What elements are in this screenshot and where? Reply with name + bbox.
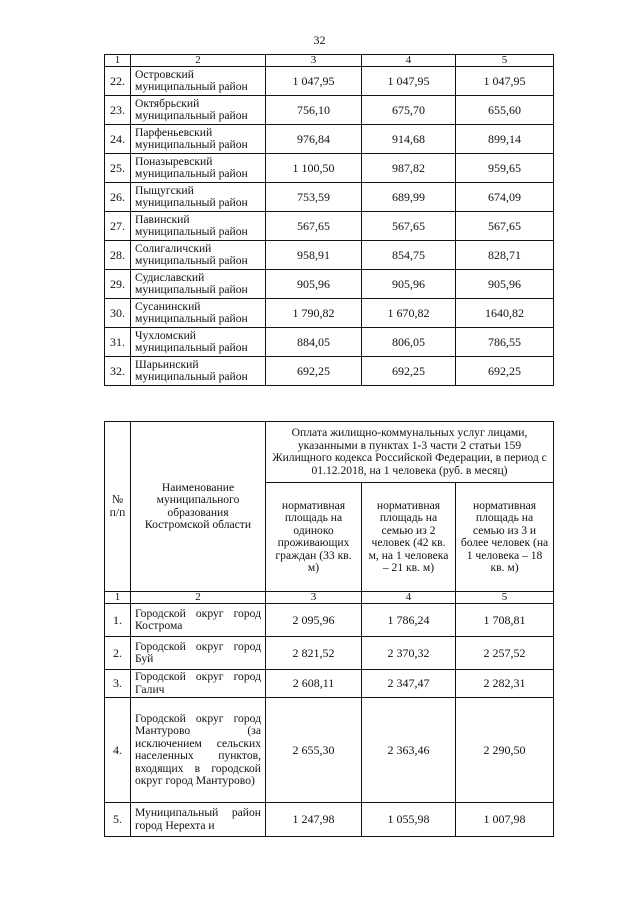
header-number: № п/п <box>105 422 131 592</box>
row-value-col5: 674,09 <box>456 183 554 212</box>
row-number: 3. <box>105 670 131 698</box>
row-name: Городской округ город Буй <box>131 637 266 670</box>
table-row <box>105 67 554 96</box>
row-value-col5: 692,25 <box>456 357 554 386</box>
row-value-col4: 675,70 <box>362 96 456 125</box>
row-value-col4: 1 047,95 <box>362 67 456 96</box>
column-number: 2 <box>131 55 266 67</box>
row-name: Поназыревский муниципальный район <box>131 154 266 183</box>
table-row <box>105 241 554 270</box>
row-value-col3: 1 100,50 <box>266 154 362 183</box>
row-value-col4: 692,25 <box>362 357 456 386</box>
row-value-col5: 959,65 <box>456 154 554 183</box>
table-row <box>105 96 554 125</box>
column-number: 3 <box>266 592 362 604</box>
table-row <box>105 212 554 241</box>
row-value-col4: 987,82 <box>362 154 456 183</box>
row-value-col5: 899,14 <box>456 125 554 154</box>
row-value-col4: 1 786,24 <box>362 604 456 637</box>
row-value-col4: 905,96 <box>362 270 456 299</box>
page-number: 32 <box>313 33 326 47</box>
row-value-col4: 854,75 <box>362 241 456 270</box>
table-row <box>105 183 554 212</box>
row-value-col5: 1 047,95 <box>456 67 554 96</box>
row-value-col4: 806,05 <box>362 328 456 357</box>
table-row <box>105 604 554 637</box>
table-row <box>105 357 554 386</box>
row-value-col4: 689,99 <box>362 183 456 212</box>
column-number: 1 <box>105 55 131 67</box>
row-number: 2. <box>105 637 131 670</box>
row-value-col5: 567,65 <box>456 212 554 241</box>
row-name: Чухломский муниципальный район <box>131 328 266 357</box>
row-value-col4: 1 055,98 <box>362 803 456 837</box>
row-name: Солигаличский муниципальный район <box>131 241 266 270</box>
header-name: Наименование муниципального образования Костромской области <box>131 422 266 592</box>
row-name: Октябрьский муниципальный район <box>131 96 266 125</box>
row-number: 30. <box>105 299 131 328</box>
row-value-col3: 756,10 <box>266 96 362 125</box>
row-value-col5: 2 282,31 <box>456 670 554 698</box>
table-row <box>105 125 554 154</box>
header-group-title: Оплата жилищно-коммунальных услуг лицами, указанными в пунктах 1-3 части 2 статьи 159 Жилищного кодекса Российской Федерации, в период с 01.12.2018, на 1 человека (руб. в месяц) <box>266 422 554 483</box>
row-name: Парфеньевский муниципальный район <box>131 125 266 154</box>
row-name: Сусанинский муниципальный район <box>131 299 266 328</box>
row-value-col5: 1 007,98 <box>456 803 554 837</box>
row-value-col3: 976,84 <box>266 125 362 154</box>
row-value-col3: 1 790,82 <box>266 299 362 328</box>
column-number: 5 <box>456 592 554 604</box>
row-name: Муниципальный район город Нерехта и <box>131 803 266 837</box>
row-number: 5. <box>105 803 131 837</box>
table-row <box>105 154 554 183</box>
row-value-col5: 2 257,52 <box>456 637 554 670</box>
row-name: Павинский муниципальный район <box>131 212 266 241</box>
row-number: 31. <box>105 328 131 357</box>
row-value-col3: 2 095,96 <box>266 604 362 637</box>
row-number: 22. <box>105 67 131 96</box>
column-number: 4 <box>362 55 456 67</box>
table-row <box>105 328 554 357</box>
row-value-col3: 1 047,95 <box>266 67 362 96</box>
row-name: Городской округ город Галич <box>131 670 266 698</box>
row-value-col3: 692,25 <box>266 357 362 386</box>
row-value-col3: 884,05 <box>266 328 362 357</box>
row-number: 29. <box>105 270 131 299</box>
row-number: 32. <box>105 357 131 386</box>
column-number-row <box>105 55 554 67</box>
table-row <box>105 270 554 299</box>
row-name: Городской округ город Кострома <box>131 604 266 637</box>
row-number: 27. <box>105 212 131 241</box>
table-row <box>105 299 554 328</box>
column-number: 4 <box>362 592 456 604</box>
row-value-col4: 1 670,82 <box>362 299 456 328</box>
column-number: 2 <box>131 592 266 604</box>
row-value-col3: 2 821,52 <box>266 637 362 670</box>
row-value-col5: 655,60 <box>456 96 554 125</box>
row-value-col5: 905,96 <box>456 270 554 299</box>
header-sub-single: нормативная площадь на одиноко проживающих граждан (33 кв. м) <box>266 483 362 592</box>
header-sub-three: нормативная площадь на семью из 3 и более человек (на 1 человека – 18 кв. м) <box>456 483 554 592</box>
header-row <box>105 422 554 483</box>
row-value-col4: 914,68 <box>362 125 456 154</box>
row-value-col5: 786,55 <box>456 328 554 357</box>
row-value-col3: 1 247,98 <box>266 803 362 837</box>
table-row <box>105 670 554 698</box>
row-number: 28. <box>105 241 131 270</box>
row-number: 23. <box>105 96 131 125</box>
row-value-col3: 958,91 <box>266 241 362 270</box>
row-value-col4: 2 363,46 <box>362 698 456 803</box>
table-continued <box>104 54 554 386</box>
row-value-col3: 905,96 <box>266 270 362 299</box>
column-number: 3 <box>266 55 362 67</box>
row-name: Шарьинский муниципальный район <box>131 357 266 386</box>
row-number: 26. <box>105 183 131 212</box>
table-row <box>105 637 554 670</box>
row-name: Судиславский муниципальный район <box>131 270 266 299</box>
row-value-col5: 2 290,50 <box>456 698 554 803</box>
row-value-col4: 2 347,47 <box>362 670 456 698</box>
row-number: 25. <box>105 154 131 183</box>
row-name: Городской округ город Мантурово (за исключением сельских населенных пунктов, входящих в городской округ город Мантурово) <box>131 698 266 803</box>
table-row <box>105 803 554 837</box>
row-value-col3: 567,65 <box>266 212 362 241</box>
header-sub-two: нормативная площадь на семью из 2 человек (42 кв. м, на 1 человека – 21 кв. м) <box>362 483 456 592</box>
column-number: 5 <box>456 55 554 67</box>
row-name: Островский муниципальный район <box>131 67 266 96</box>
row-value-col3: 753,59 <box>266 183 362 212</box>
row-value-col5: 1 708,81 <box>456 604 554 637</box>
row-number: 4. <box>105 698 131 803</box>
row-value-col5: 1640,82 <box>456 299 554 328</box>
column-number: 1 <box>105 592 131 604</box>
row-value-col5: 828,71 <box>456 241 554 270</box>
row-value-col3: 2 608,11 <box>266 670 362 698</box>
row-number: 1. <box>105 604 131 637</box>
column-number-row <box>105 592 554 604</box>
row-value-col3: 2 655,30 <box>266 698 362 803</box>
table-row <box>105 698 554 803</box>
row-value-col4: 2 370,32 <box>362 637 456 670</box>
row-name: Пыщугский муниципальный район <box>131 183 266 212</box>
payment-table <box>104 421 554 837</box>
row-value-col4: 567,65 <box>362 212 456 241</box>
row-number: 24. <box>105 125 131 154</box>
